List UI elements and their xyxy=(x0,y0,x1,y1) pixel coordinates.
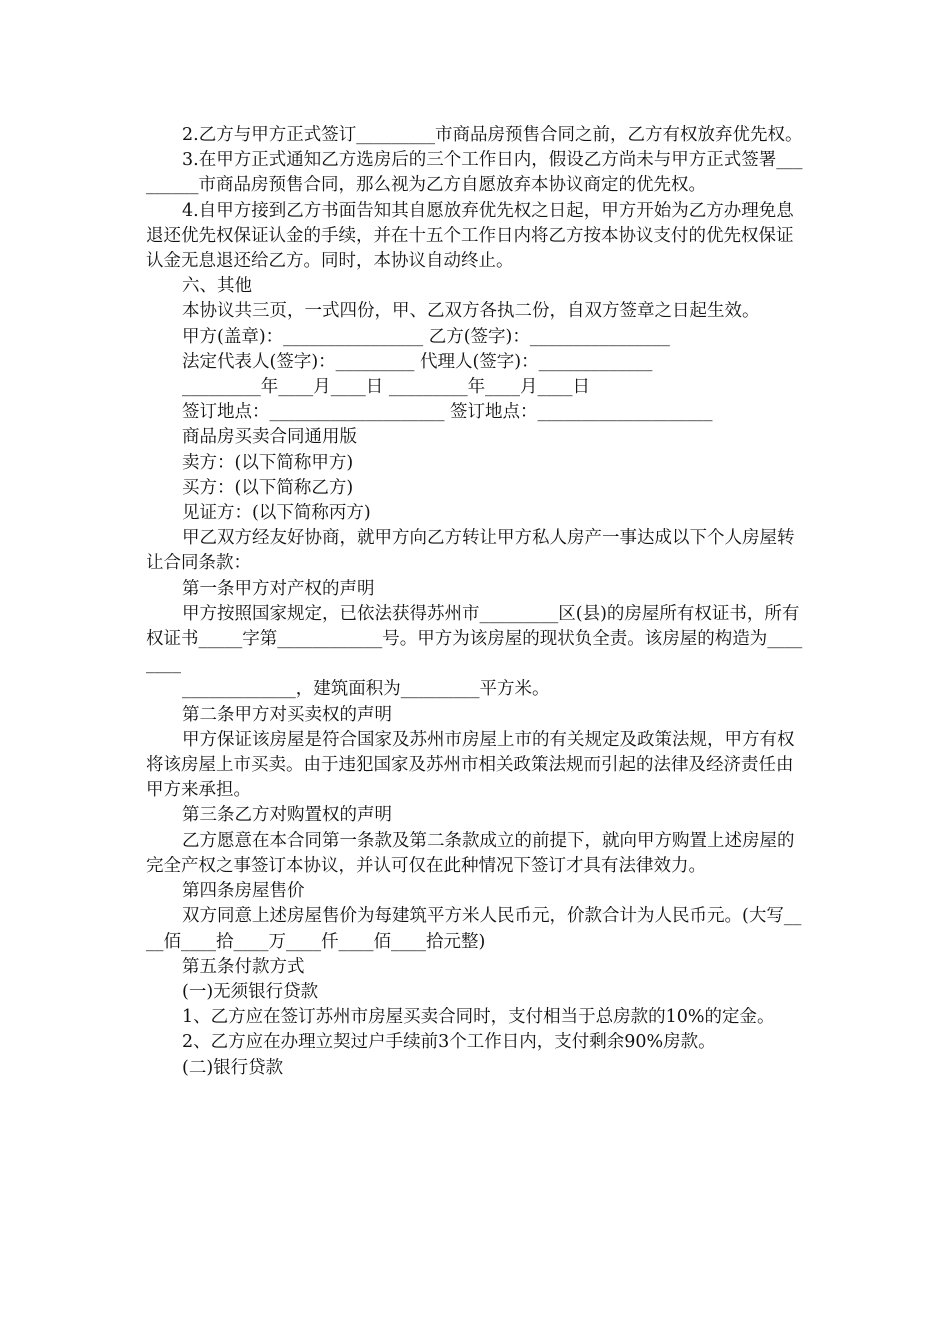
article-5-subheading-bank-loan: (二)银行贷款 xyxy=(182,1057,284,1078)
article-3-heading: 第三条乙方对购置权的声明 xyxy=(182,805,392,826)
seller-line: 卖方：(以下简称甲方) xyxy=(182,452,354,473)
contract-title: 商品房买卖合同通用版 xyxy=(182,427,357,448)
article-4-body: 双方同意上述房屋售价为每建筑平方米人民币元，价款合计为人民币元。(大写____佰____拾____万____仟____佰____拾元整) xyxy=(146,906,802,952)
signature-line-dates: _________年____月____日 _________年____月____日 xyxy=(182,377,591,398)
article-5-item-2: 2、乙方应在办理立契过户手续前3个工作日内，支付剩余90%房款。 xyxy=(182,1032,716,1053)
clause-5-4: 4.自甲方接到乙方书面告知其自愿放弃优先权之日起，甲方开始为乙方办理免息退还优先权保证认金的手续，并在十五个工作日内将乙方按本协议支付的优先权保证认金无息退还给乙方。同时，本协议自动终止。 xyxy=(146,200,794,272)
copies-paragraph: 本协议共三页，一式四份，甲、乙双方各执二份，自双方签章之日起生效。 xyxy=(182,301,760,322)
clause-5-3: 3.在甲方正式通知乙方选房后的三个工作日内，假设乙方尚未与甲方正式签署_________市商品房预售合同，那么视为乙方自愿放弃本协议商定的优先权。 xyxy=(146,150,803,196)
article-2-heading: 第二条甲方对买卖权的声明 xyxy=(182,704,392,725)
signature-line-parties: 甲方(盖章)：________________ 乙方(签字)：________________ xyxy=(182,326,670,347)
clause-5-2: 2.乙方与甲方正式签订_________市商品房预售合同之前，乙方有权放弃优先权。 xyxy=(182,125,803,145)
article-5-subheading-no-loan: (一)无须银行贷款 xyxy=(182,981,319,1002)
document-page xyxy=(146,123,806,1081)
article-1-area: _____________，建筑面积为_________平方米。 xyxy=(182,679,550,700)
article-1-heading: 第一条甲方对产权的声明 xyxy=(182,578,375,599)
signature-line-representatives: 法定代表人(签字)：_________ 代理人(签字)：_____________ xyxy=(182,351,653,372)
buyer-line: 买方：(以下简称乙方) xyxy=(182,477,354,498)
article-4-heading: 第四条房屋售价 xyxy=(182,881,305,902)
witness-line: 见证方：(以下简称丙方) xyxy=(182,503,371,524)
preamble-paragraph: 甲乙双方经友好协商，就甲方向乙方转让甲方私人房产一事达成以下个人房屋转让合同条款： xyxy=(146,528,795,574)
article-3-body: 乙方愿意在本合同第一条款及第二条款成立的前提下，就向甲方购置上述房屋的完全产权之事签订本协议，并认可仅在此种情况下签订才具有法律效力。 xyxy=(146,830,795,876)
article-5-item-1: 1、乙方应在签订苏州市房屋买卖合同时，支付相当于总房款的10%的定金。 xyxy=(182,1007,775,1028)
article-2-body: 甲方保证该房屋是符合国家及苏州市房屋上市的有关规定及政策法规，甲方有权将该房屋上市买卖。由于违犯国家及苏州市相关政策法规而引起的法律及经济责任由甲方来承担。 xyxy=(146,729,795,801)
article-1-body: 甲方按照国家规定，已依法获得苏州市_________区(县)的房屋所有权证书，所有权证书_____字第____________号。甲方为该房屋的现状负全责。该房屋的构造为________ xyxy=(146,603,803,675)
signature-line-places: 签订地点：____________________ 签订地点：____________________ xyxy=(182,402,713,423)
section-heading-other: 六、其他 xyxy=(182,276,252,297)
article-5-heading: 第五条付款方式 xyxy=(182,956,305,977)
